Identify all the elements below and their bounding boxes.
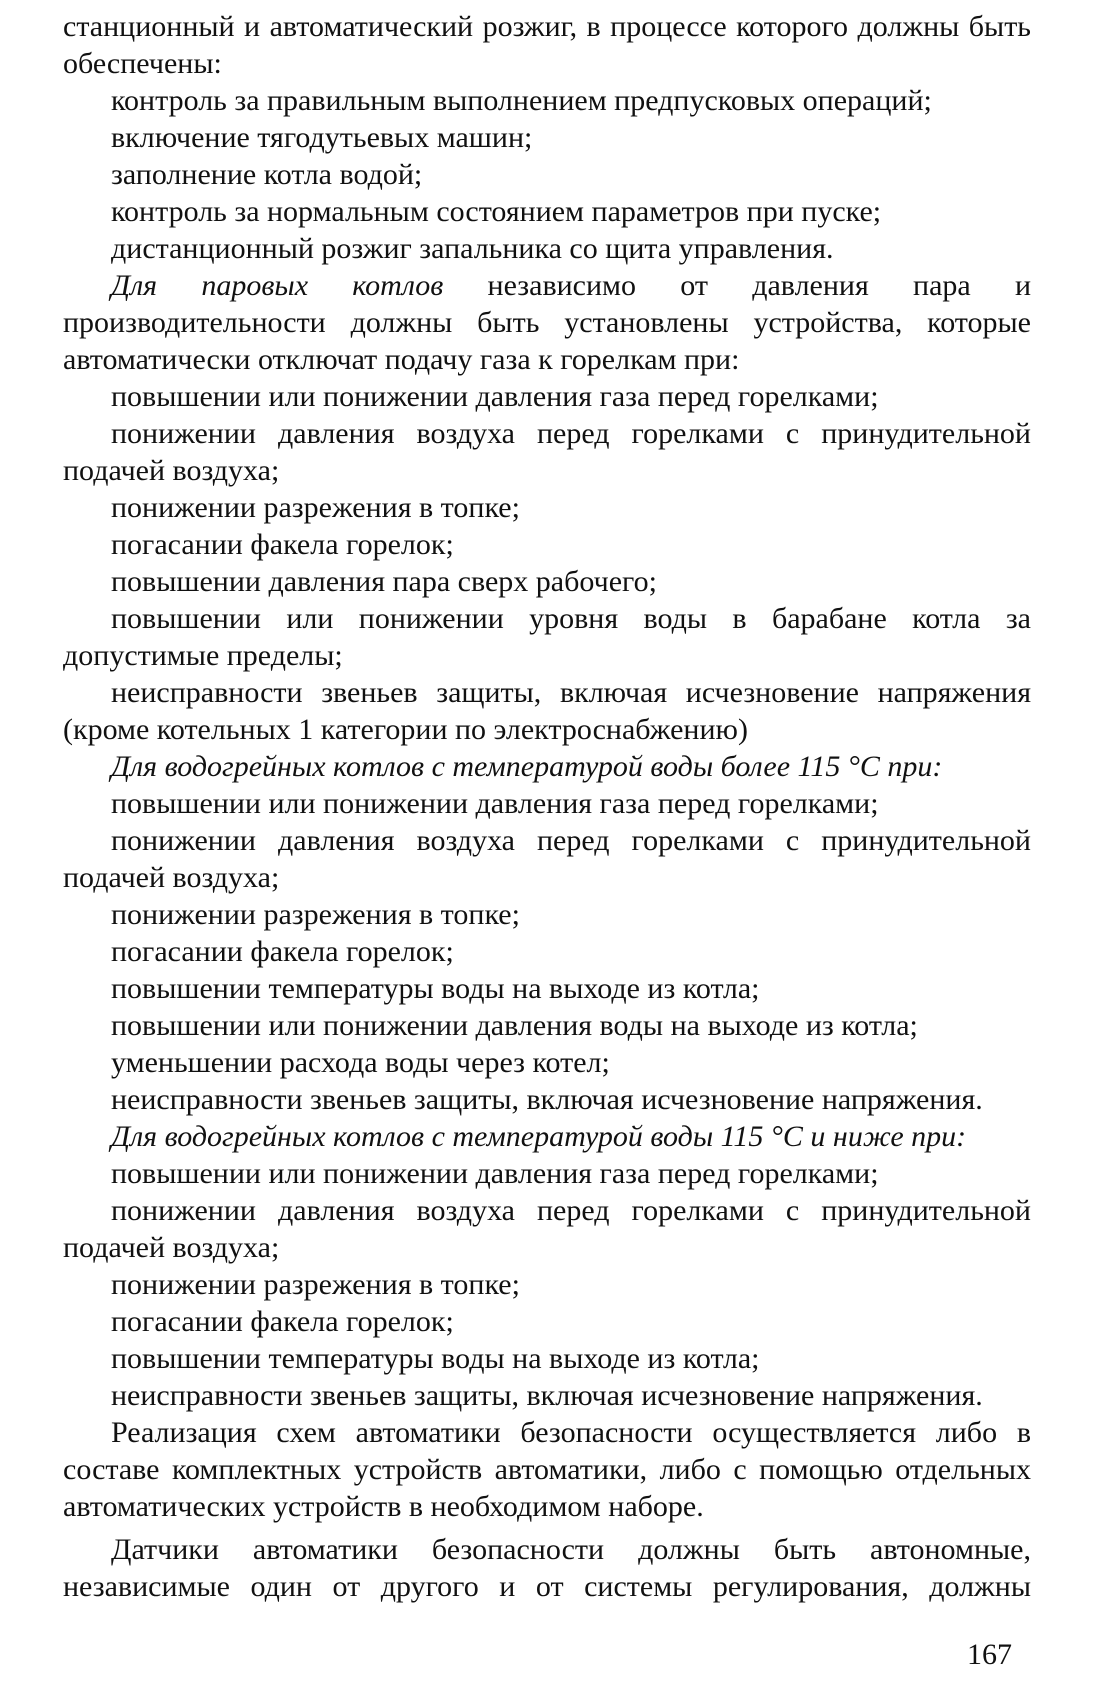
hot-water-below-115-heading-italic: Для водогрейных котлов с температурой воды 115 °С и ниже при: — [111, 1120, 967, 1153]
hot-water-above-115-heading — [63, 748, 1031, 785]
intro-paragraph: станционный и автоматический розжиг, в процессе которого должны быть обеспечены: — [63, 10, 1031, 80]
list-item: понижении разрежения в топке; — [111, 1268, 520, 1301]
list-item: понижении разрежения в топке; — [111, 491, 520, 524]
list-item: контроль за нормальным состоянием параметров при пуске; — [111, 195, 882, 228]
list-item: заполнение котла водой; — [111, 158, 423, 191]
body-paragraph: Датчики автоматики безопасности должны быть автономные, независимые один от другого и от системы регулирования, должны — [63, 1533, 1031, 1603]
list-item: понижении давления воздуха перед горелками с принудительной подачей воздуха; — [63, 1194, 1031, 1264]
list-item: неисправности звеньев защиты, включая исчезновение напряжения. — [111, 1379, 983, 1412]
page-number: 167 — [967, 1638, 1012, 1671]
list-item: погасании факела горелок; — [111, 528, 454, 561]
list-item: повышении или понижении давления газа перед горелками; — [111, 1157, 879, 1190]
list-item: неисправности звеньев защиты, включая исчезновение напряжения (кроме котельных 1 категории по электроснабжению) — [63, 676, 1031, 746]
list-item: повышении или понижении давления газа перед горелками; — [111, 787, 879, 820]
list-item: повышении или понижении давления воды на выходе из котла; — [111, 1009, 918, 1042]
steam-boilers-heading — [63, 267, 1031, 378]
document-page — [63, 8, 1031, 1605]
list-item: понижении давления воздуха перед горелками с принудительной подачей воздуха; — [63, 824, 1031, 894]
steam-boilers-heading-italic: Для паровых котлов — [111, 269, 444, 302]
list-item: неисправности звеньев защиты, включая исчезновение напряжения. — [111, 1083, 983, 1116]
body-paragraph: Реализация схем автоматики безопасности осуществляется либо в составе комплектных устройств автоматики, либо с помощью отдельных автоматических устройств в необходимом наборе. — [63, 1416, 1031, 1523]
list-item: понижении разрежения в топке; — [111, 898, 520, 931]
list-item: понижении давления воздуха перед горелками с принудительной подачей воздуха; — [63, 417, 1031, 487]
list-item: контроль за правильным выполнением предпусковых операций; — [111, 84, 932, 117]
list-item: повышении температуры воды на выходе из котла; — [111, 1342, 760, 1375]
list-item: повышении или понижении уровня воды в барабане котла за допустимые пределы; — [63, 602, 1031, 672]
list-item: включение тягодутьевых машин; — [111, 121, 533, 154]
list-item: погасании факела горелок; — [111, 935, 454, 968]
steam-boilers-heading-text: независимо от давления пара и производительности должны быть установлены устройства, которые автоматически отключат подачу газа к горелкам при: — [63, 269, 1031, 376]
list-item: уменьшении расхода воды через котел; — [111, 1046, 610, 1079]
hot-water-above-115-heading-italic: Для водогрейных котлов с температурой воды более 115 °С при: — [111, 750, 943, 783]
list-item: повышении давления пара сверх рабочего; — [111, 565, 657, 598]
list-item: повышении или понижении давления газа перед горелками; — [111, 380, 879, 413]
list-item: повышении температуры воды на выходе из котла; — [111, 972, 760, 1005]
hot-water-below-115-heading — [63, 1118, 1031, 1155]
list-item: дистанционный розжиг запальника со щита управления. — [111, 232, 834, 265]
list-item: погасании факела горелок; — [111, 1305, 454, 1338]
